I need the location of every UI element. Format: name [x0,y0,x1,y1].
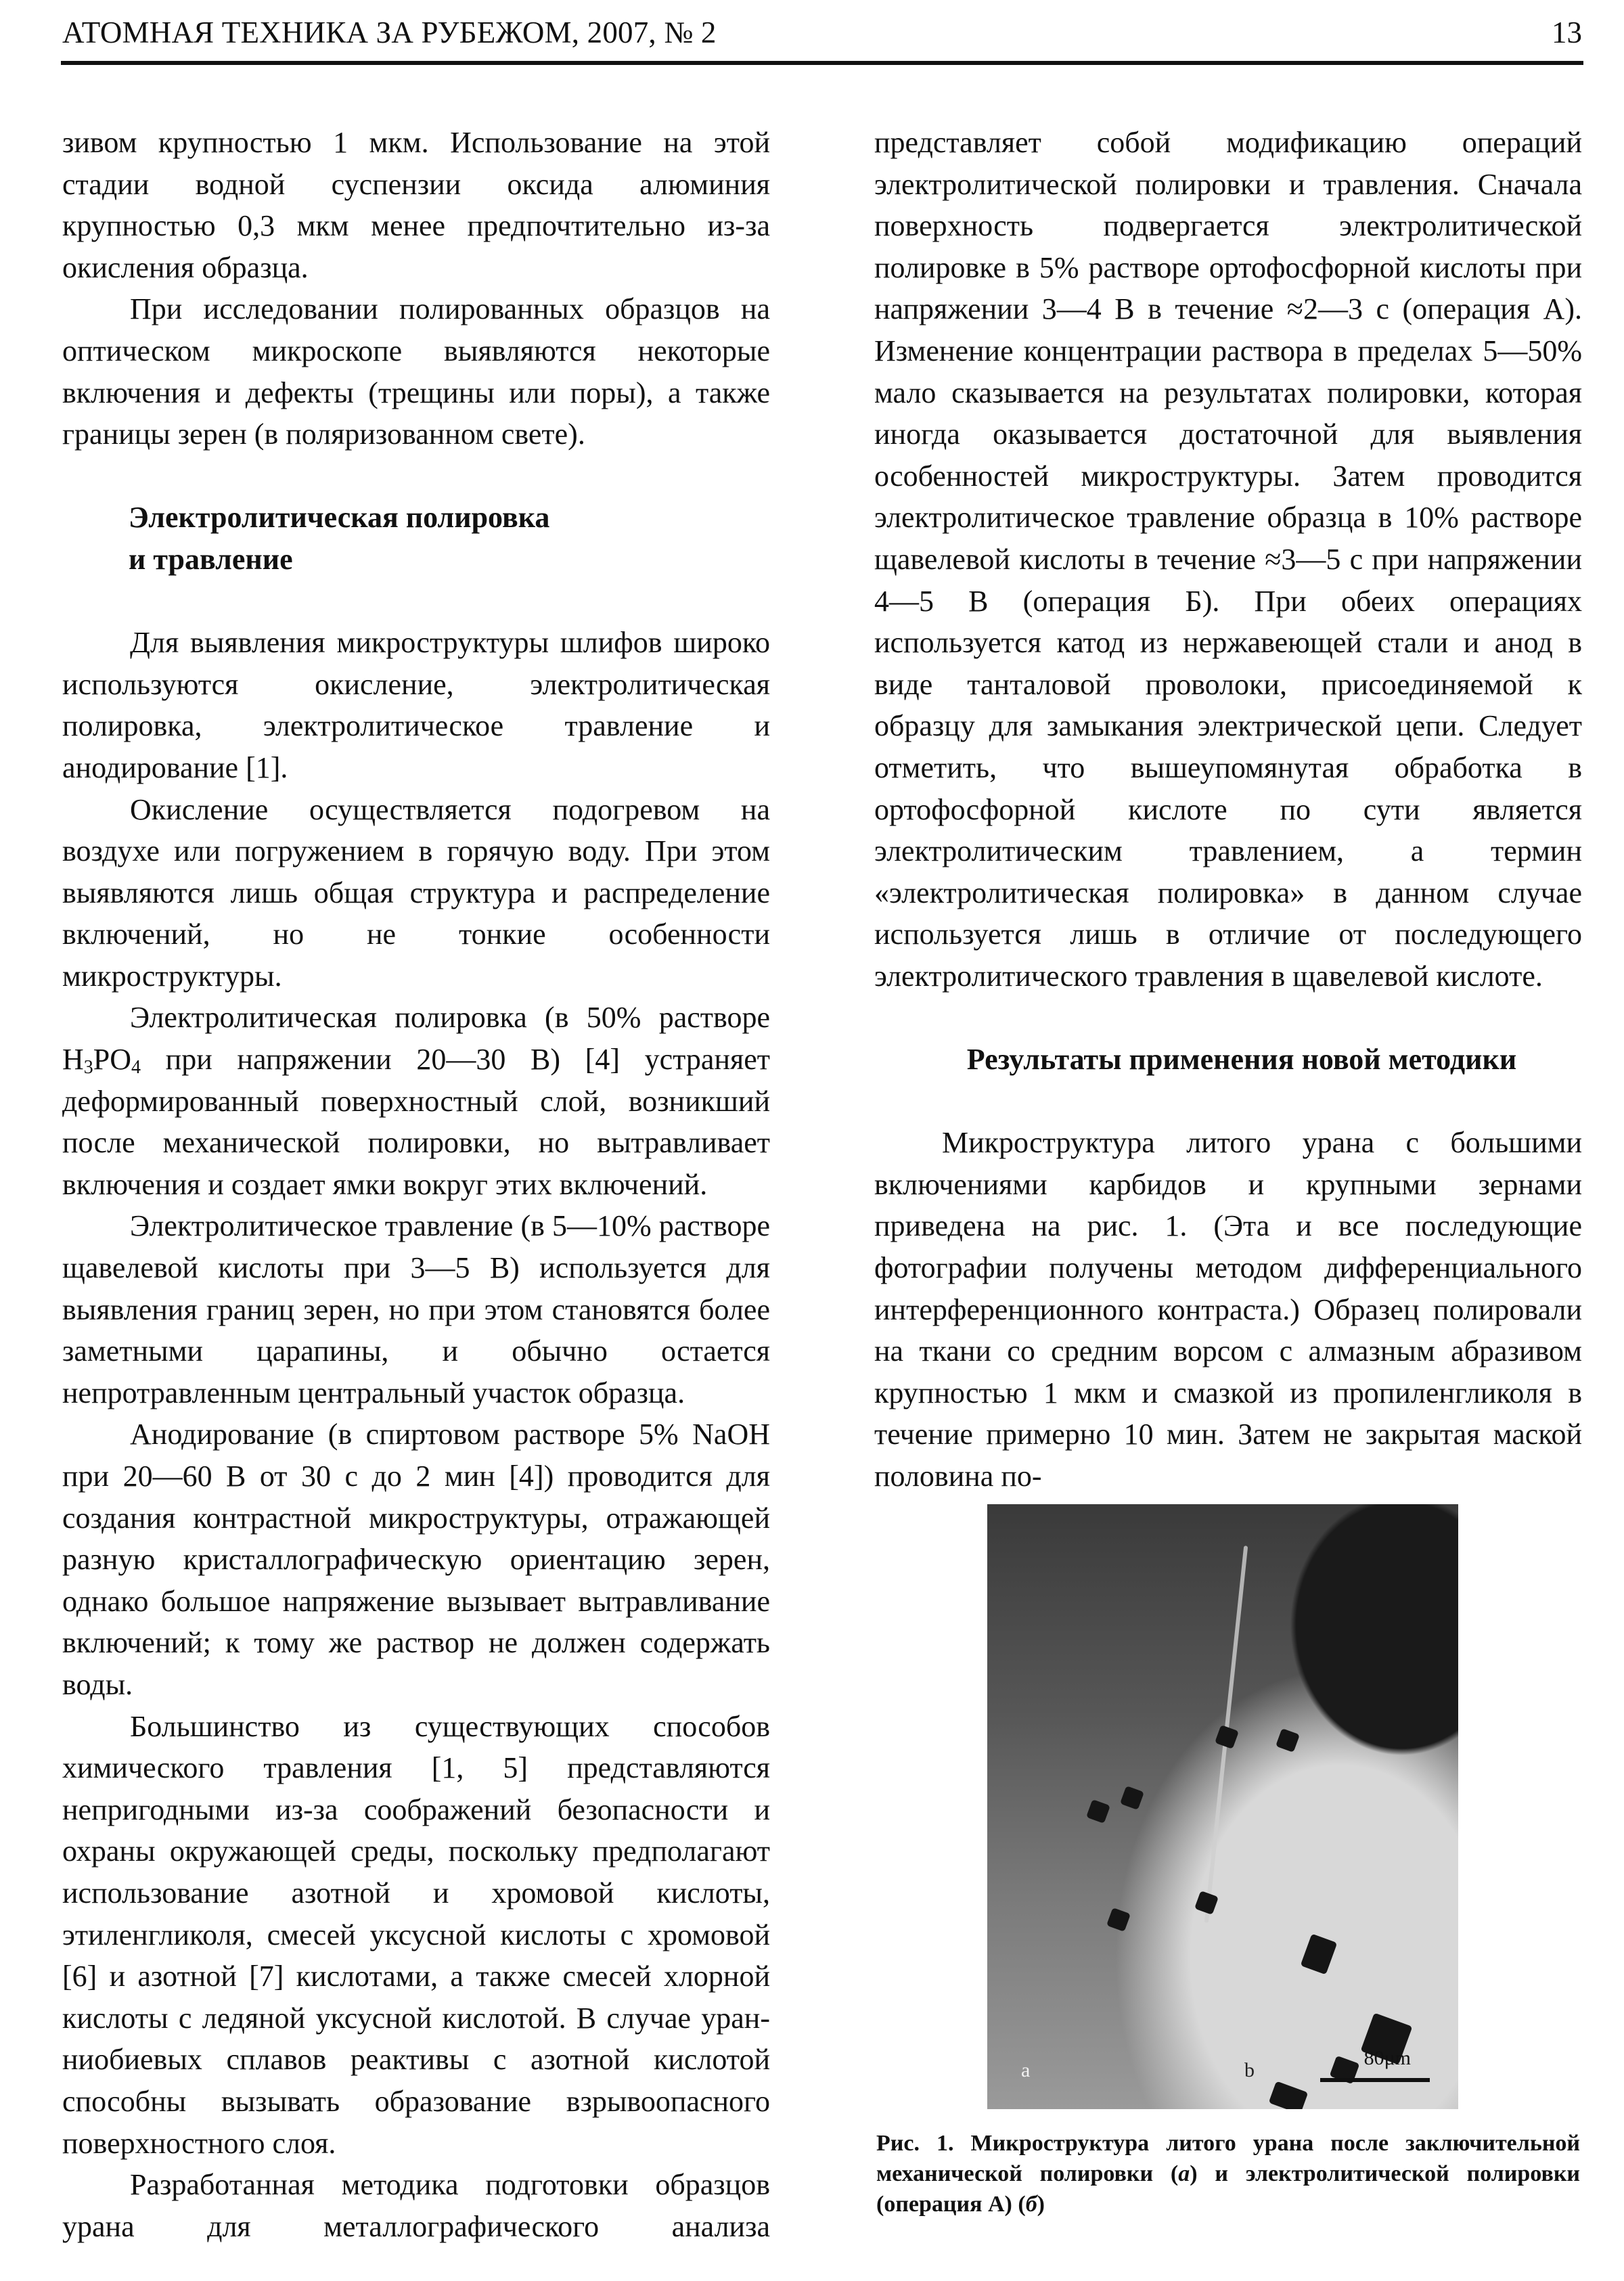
carbide-inclusion [1269,2081,1309,2109]
page-number: 13 [1552,16,1582,49]
scale-bar-label: 80μm [1363,2047,1411,2069]
section-heading-results: Результаты применения новой методики [966,1043,1517,1077]
paragraph-h3po4 [62,997,770,1205]
subscript: 3 [83,1057,93,1079]
paragraph: зивом крупностью 1 мкм. Использование на этой стадии водной суспензии оксида алюминия крупностью 0,3 мкм менее предпочтительно из-за окисления образца. [62,126,770,284]
caption-text: Рис. 1. Микроструктура литого урана после заключительной механической полировки ( [876,2131,1580,2186]
paragraph: Для выявления микроструктуры шлифов широко используются окисление, электролитическая полировка, электролитическое травление и анодирование [1]. [62,626,770,784]
heading-line: Электролитическая полировка [129,501,550,535]
region-label-b: b [1244,2059,1255,2081]
section-heading-electropolishing [62,497,770,580]
carbide-inclusion [1086,1799,1110,1824]
carbide-inclusion [1120,1786,1144,1810]
carbide-inclusion [1194,1891,1219,1915]
figure-caption [876,2128,1580,2219]
paragraph: представляет собой модификацию операций электролитической полировки и травления. Сначала поверхность подвергается электролитической полировке в 5% растворе ортофосфорной кислоты при напряжении 3—4 В в течение ≈2—3 с (операция А). Изменение концентрации раствора в пределах 5—50% мало сказывается на результатах полировки, которая иногда оказывается достаточной для выявления особенностей микроструктуры. Затем проводится электролитическое травление образца в 10% растворе щавелевой кислоты в течение ≈3—5 с при напряжении 4—5 В (операция Б). При обеих операциях используется катод из нержавеющей стали и анод в виде танталовой проволоки, присоединяемой к образцу для замыкания электрической цепи. Следует отметить, что вышеупомянутая обработка в ортофосфорной кислоте по сути является электролитическим травлением, а термин «электролитическая полировка» в данном случае используется лишь в отличие от последующего электролитического травления в щавелевой кислоте. [874,126,1582,993]
paragraph: Разработанная методика подготовки образцов урана для металлографического анализа [62,2168,770,2243]
carbide-inclusion [1106,1907,1131,1932]
header-rule [61,61,1583,65]
left-column [62,122,770,2247]
carbide-inclusion [1215,1725,1239,1749]
caption-italic: а [1178,2161,1190,2186]
region-label-a: a [1021,2059,1031,2081]
micrograph-figure [987,1504,1458,2109]
paragraph: Микроструктура литого урана с большими включениями карбидов и крупными зернами приведена на рис. 1. (Эта и все последующие фотографии получены методом дифференциального интерференционного контраста.) Образец полировали на ткани со средним ворсом с алмазным абразивом крупностью 1 мкм и смазкой из пропиленгликоля в течение примерно 10 мин. Затем не закрытая маской половина по- [874,1126,1582,1493]
journal-title: АТОМНАЯ ТЕХНИКА ЗА РУБЕЖОМ, 2007, № 2 [62,16,717,49]
subscript: 4 [131,1057,141,1079]
text-run: Электролитическая полировка (в 50% растворе H [62,1001,770,1077]
running-header [62,15,1582,55]
caption-text: ) и электролитической полировки (операция А) ( [876,2161,1580,2217]
paragraph: При исследовании полированных образцов на оптическом микроскопе выявляются некоторые включения и дефекты (трещины или поры), а также границы зерен (в поляризованном свете). [62,292,770,451]
scale-bar [1320,2078,1430,2082]
right-column [874,122,1582,1497]
heading-line: и травление [129,542,293,576]
caption-text: ) [1037,2192,1045,2217]
paragraph: Большинство из существующих способов химического травления [1, 5] представляются непригодными из-за соображений безопасности и охраны окружающей среды, поскольку предполагают использование азотной и хромовой кислоты, этиленгликоля, смесей уксусной кислоты с хромовой [6] и азотной [7] кислотами, а также смесей хлорной кислоты с ледяной уксусной кислотой. В случае уран-ниобиевых сплавов реактивы с азотной кислотой способны вызывать образование взрывоопасного поверхностного слоя. [62,1709,770,2160]
text-run: при напряжении 20—30 В) [4] устраняет деформированный поверхностный слой, возникший после механической полировки, но вытравливает включения и создает ямки вокруг этих включений. [62,1043,770,1201]
paragraph: Анодирование (в спиртовом растворе 5% NaOH при 20—60 В от 30 с до 2 мин [4]) проводится для создания контрастной микроструктуры, отражающей разную кристаллографическую ориентацию зерен, однако большое напряжение вызывает вытравливание включений; к тому же раствор не должен содержать воды. [62,1418,770,1701]
carbide-inclusion [1301,1934,1338,1975]
caption-italic: б [1025,2192,1037,2217]
paragraph: Электролитическое травление (в 5—10% растворе щавелевой кислоты при 3—5 В) используется для выявления границ зерен, но при этом становятся более заметными царапины, и обычно остается непротравленным центральный участок образца. [62,1209,770,1409]
carbide-inclusion [1276,1728,1300,1753]
text-run: PO [93,1043,132,1077]
paragraph: Окисление осуществляется подогревом на воздухе или погружением в горячую воду. При этом выявляются лишь общая структура и распределение включений, но не тонкие особенности микроструктуры. [62,792,770,993]
